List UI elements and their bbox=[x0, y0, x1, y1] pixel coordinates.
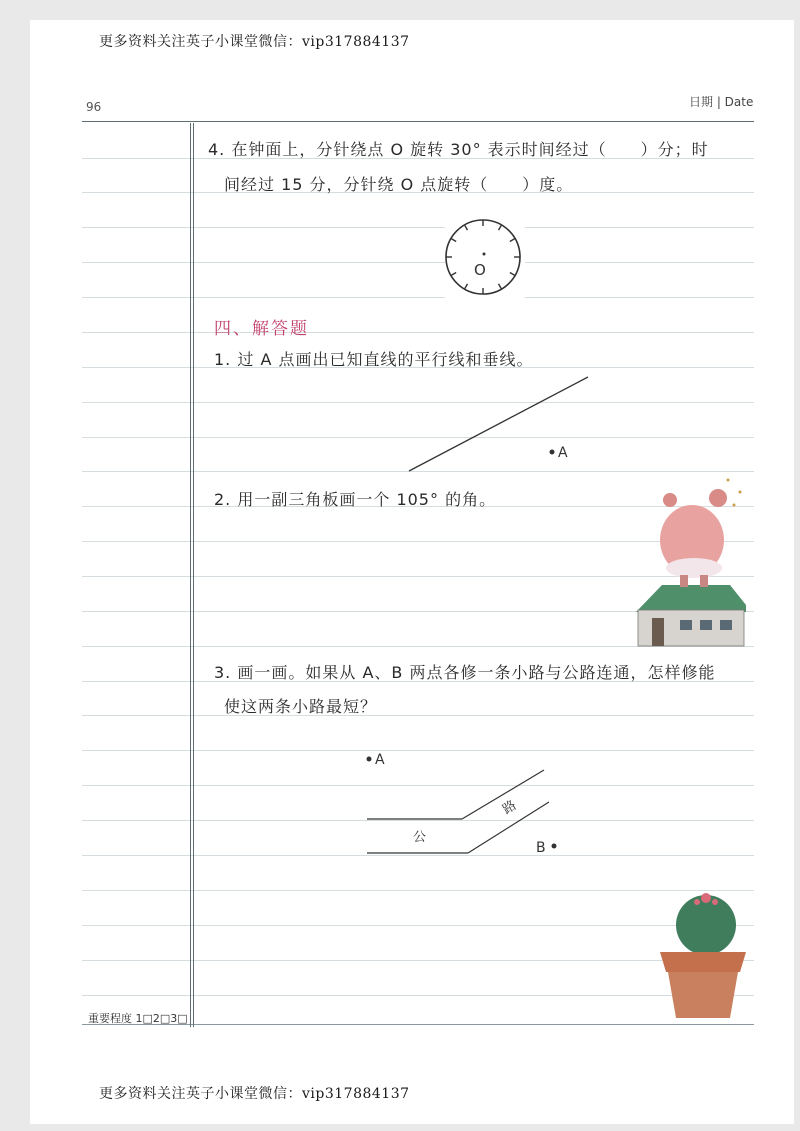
problem3-line2: 使这两条小路最短？ bbox=[224, 697, 378, 716]
question4-line1: 4. 在钟面上，分针绕点 O 旋转 30° 表示时间经过（ ）分；时 bbox=[208, 140, 709, 159]
section-title: 四、解答题 bbox=[214, 319, 309, 339]
question4-line2: 间经过 15 分，分针绕 O 点旋转（ ）度。 bbox=[224, 175, 574, 194]
road-edge bbox=[462, 770, 544, 819]
problem3-point-a-label: A bbox=[375, 752, 385, 768]
point-a-dot bbox=[550, 450, 555, 455]
problem3-point-a-dot bbox=[367, 757, 372, 762]
page-number: 96 bbox=[86, 100, 102, 114]
problem3-point-b-dot bbox=[552, 844, 557, 849]
pig-on-house-illustration bbox=[636, 479, 746, 647]
cactus-illustration bbox=[660, 893, 746, 1018]
watermark-top: 更多资料关注英子小课堂微信：vip317884137 bbox=[99, 34, 410, 50]
point-a-label: A bbox=[558, 445, 568, 461]
road-label-1: 公 bbox=[413, 830, 427, 845]
watermark-bottom: 更多资料关注英子小课堂微信：vip317884137 bbox=[99, 1086, 410, 1102]
problem3-point-b-label: B bbox=[536, 840, 546, 856]
clock-center-label: O bbox=[474, 261, 486, 279]
clock-face bbox=[445, 212, 525, 300]
importance-label: 重要程度 1□2□3□ bbox=[88, 1012, 188, 1025]
problem3-line1: 3. 画一画。如果从 A、B 两点各修一条小路与公路连通，怎样修能 bbox=[214, 663, 716, 682]
date-label: 日期 | Date bbox=[689, 95, 754, 109]
problem1-text: 1. 过 A 点画出已知直线的平行线和垂线。 bbox=[214, 350, 534, 369]
problem2-text: 2. 用一副三角板画一个 105° 的角。 bbox=[214, 490, 497, 509]
road-label-2: 路 bbox=[500, 798, 520, 818]
